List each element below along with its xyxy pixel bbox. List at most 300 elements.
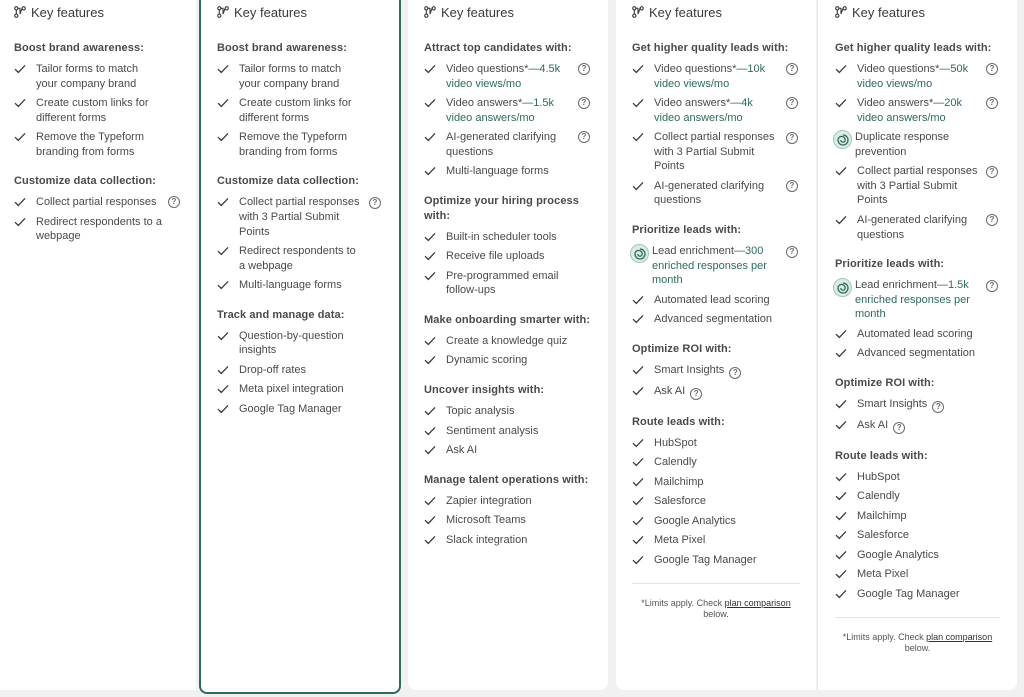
feature-item [835, 567, 1000, 582]
feature-list [835, 397, 1000, 434]
check-icon [424, 164, 446, 178]
feature-text [446, 230, 592, 245]
section-title: Uncover insights with: [424, 384, 545, 397]
feature-list [632, 62, 800, 208]
check-icon [632, 475, 654, 489]
feature-text [855, 130, 1000, 159]
feature-item [424, 353, 592, 368]
feature-item [424, 164, 592, 179]
feature-limit: —4k video answers/mo [654, 97, 753, 124]
feature-text [36, 130, 182, 159]
feature-text [857, 548, 1000, 563]
key-features-label: Key features [31, 4, 104, 20]
feature-label: Tailor forms to match your company brand [36, 63, 139, 90]
feature-label: Google Analytics [654, 514, 736, 527]
feature-text [446, 269, 592, 298]
feature-item [632, 533, 800, 548]
check-icon [217, 402, 239, 416]
feature-label: Salesforce [654, 495, 706, 508]
section-title: Route leads with: [835, 449, 928, 462]
feature-item [424, 62, 592, 91]
question-circle-icon[interactable]: ? [690, 388, 702, 400]
feature-label: Meta Pixel [654, 534, 706, 547]
feature-item [217, 62, 383, 91]
feature-limit: —300 enriched responses per month [652, 245, 767, 287]
feature-text [446, 249, 592, 264]
feature-item [217, 363, 383, 378]
feature-label: Sentiment analysis [446, 424, 539, 437]
feature-text [36, 96, 182, 125]
feature-item [424, 334, 592, 349]
feature-text [654, 494, 800, 509]
feature-list [217, 62, 383, 159]
check-icon [632, 553, 654, 567]
feature-label: Redirect respondents to a webpage [239, 245, 356, 272]
section-title: Get higher quality leads with: [835, 42, 992, 54]
plan-column-4 [616, 0, 816, 690]
feature-item [835, 164, 1000, 208]
feature-label: AI-generated clarifying questions [446, 131, 557, 158]
key-features-heading [632, 0, 800, 26]
feature-section [424, 473, 592, 548]
check-icon [217, 244, 239, 258]
check-icon [632, 384, 654, 398]
feature-text [239, 130, 383, 159]
limits-note-suffix: below. [904, 643, 931, 654]
share-nodes-icon [835, 6, 847, 21]
feature-text [239, 62, 383, 91]
feature-text [446, 494, 592, 509]
feature-list [835, 470, 1000, 602]
feature-text [446, 353, 592, 368]
feature-label: Collect partial responses with 3 Partial Submit Points [654, 131, 775, 173]
section-title: Customize data collection: [14, 175, 156, 188]
check-icon [632, 363, 654, 377]
feature-section [217, 308, 383, 417]
feature-item [424, 513, 592, 528]
feature-item [835, 587, 1000, 602]
share-nodes-icon [14, 6, 26, 21]
feature-item [835, 470, 1000, 485]
feature-text [239, 402, 383, 417]
feature-item [424, 130, 592, 159]
feature-item [632, 514, 800, 529]
question-circle-icon[interactable]: ? [578, 97, 590, 109]
feature-text [36, 62, 182, 91]
check-icon [632, 533, 654, 547]
feature-text [654, 384, 800, 400]
feature-list [632, 244, 800, 327]
check-icon [424, 513, 446, 527]
feature-item [835, 213, 1000, 242]
plan-column-1 [0, 0, 196, 690]
feature-label: Pre-programmed email follow-ups [446, 269, 559, 297]
feature-label: Receive file uploads [446, 250, 545, 263]
feature-item [217, 278, 383, 293]
question-circle-icon[interactable]: ? [986, 97, 998, 109]
question-circle-icon[interactable]: ? [786, 63, 798, 75]
check-icon [217, 195, 239, 209]
feature-label: Built-in scheduler tools [446, 230, 557, 243]
feature-section [14, 41, 182, 159]
feature-list [424, 494, 592, 548]
check-icon [217, 96, 239, 110]
feature-label: AI-generated clarifying questions [857, 213, 968, 241]
feature-limit: —4.5k video views/mo [446, 63, 561, 90]
key-features-heading [14, 0, 182, 26]
feature-limit: —1.5k video answers/mo [446, 97, 555, 124]
check-icon [424, 96, 446, 110]
feature-label: Remove the Typeform branding from forms [36, 131, 145, 158]
feature-section [424, 194, 592, 298]
section-title: Optimize ROI with: [835, 376, 935, 389]
question-circle-icon[interactable]: ? [893, 422, 905, 434]
feature-item [632, 494, 800, 509]
feature-text [239, 382, 383, 397]
feature-section [835, 41, 1000, 242]
feature-label: Collect partial responses with 3 Partial Submit Points [857, 165, 978, 207]
question-circle-icon[interactable]: ? [786, 180, 798, 192]
section-title: Boost brand awareness: [14, 42, 144, 54]
feature-text [857, 418, 1000, 434]
check-icon [424, 334, 446, 348]
check-icon [632, 455, 654, 469]
key-features-label: Key features [649, 4, 722, 20]
feature-text [239, 195, 383, 239]
question-circle-icon[interactable]: ? [369, 197, 381, 209]
feature-item [835, 397, 1000, 413]
question-circle-icon[interactable]: ? [932, 401, 944, 413]
feature-item [424, 96, 592, 125]
feature-text [855, 278, 1000, 322]
feature-list [424, 404, 592, 458]
feature-label: Question-by-question insights [239, 329, 344, 357]
feature-label: Collect partial responses [36, 196, 157, 209]
feature-label: Advanced segmentation [857, 347, 976, 360]
feature-list [632, 436, 800, 568]
key-features-label: Key features [852, 4, 925, 20]
feature-text [446, 164, 592, 179]
feature-list [424, 334, 592, 368]
share-nodes-icon [632, 6, 644, 21]
feature-item [835, 548, 1000, 563]
feature-item [835, 130, 1000, 159]
feature-item [632, 436, 800, 451]
feature-item [632, 312, 800, 327]
check-icon [14, 195, 36, 209]
feature-label: Create custom links for different forms [239, 97, 352, 124]
feature-section [835, 376, 1000, 434]
feature-item [835, 528, 1000, 543]
feature-label: Meta pixel integration [239, 383, 344, 396]
ai-badge-icon [630, 244, 652, 264]
feature-label: Redirect respondents to a webpage [36, 215, 162, 243]
feature-text [857, 489, 1000, 504]
feature-item [14, 130, 182, 159]
feature-text [654, 514, 800, 529]
feature-list [217, 329, 383, 417]
feature-label: Mailchimp [857, 509, 907, 522]
check-icon [835, 327, 857, 341]
feature-text [654, 436, 800, 451]
feature-list [14, 62, 182, 159]
feature-label: Video answers* [654, 97, 731, 110]
feature-label: Slack integration [446, 533, 528, 546]
feature-item [835, 327, 1000, 342]
feature-text [654, 533, 800, 548]
feature-section [632, 415, 800, 568]
feature-label: Lead enrichment [652, 245, 734, 258]
check-icon [632, 62, 654, 76]
feature-text [857, 470, 1000, 485]
feature-text [652, 244, 800, 288]
feature-text [654, 62, 800, 91]
question-circle-icon[interactable]: ? [786, 132, 798, 144]
feature-item [424, 494, 592, 509]
key-features-label: Key features [441, 4, 514, 20]
section-title: Attract top candidates with: [424, 42, 572, 54]
feature-text [36, 215, 182, 244]
feature-label: Ask AI [654, 384, 686, 397]
feature-label: Dynamic scoring [446, 354, 528, 367]
feature-section [424, 41, 592, 179]
check-icon [424, 404, 446, 418]
feature-item [632, 293, 800, 308]
check-icon [632, 179, 654, 193]
ai-badge-icon [833, 130, 855, 150]
section-title: Prioritize leads with: [835, 258, 945, 271]
feature-text [36, 195, 182, 210]
feature-item [632, 384, 800, 400]
check-icon [424, 494, 446, 508]
feature-label: Video questions* [446, 63, 529, 75]
plan-column-5 [817, 0, 1017, 690]
ai-badge-icon [833, 278, 855, 298]
feature-list [835, 278, 1000, 361]
feature-list [14, 195, 182, 244]
feature-item [632, 244, 800, 288]
feature-text [446, 533, 592, 548]
feature-item [217, 382, 383, 397]
feature-item [217, 244, 383, 273]
feature-text [654, 293, 800, 308]
feature-label: HubSpot [857, 470, 900, 483]
plan-column-2 [199, 0, 401, 694]
check-icon [835, 62, 857, 76]
feature-item [835, 418, 1000, 434]
feature-label: Zapier integration [446, 494, 532, 507]
question-circle-icon[interactable]: ? [986, 63, 998, 75]
check-icon [632, 436, 654, 450]
feature-text [654, 553, 800, 568]
check-icon [217, 278, 239, 292]
feature-text [654, 363, 800, 379]
feature-text [239, 363, 383, 378]
feature-section [835, 257, 1000, 361]
feature-section [217, 174, 383, 292]
limits-note-suffix: below. [703, 609, 729, 620]
feature-text [239, 244, 383, 273]
section-title: Boost brand awareness: [217, 42, 347, 54]
feature-section [424, 383, 592, 458]
feature-text [857, 62, 1000, 91]
check-icon [14, 62, 36, 76]
feature-text [857, 346, 1000, 361]
feature-section [835, 449, 1000, 602]
feature-item [835, 278, 1000, 322]
check-icon [632, 312, 654, 326]
feature-label: Automated lead scoring [654, 293, 770, 306]
feature-label: Drop-off rates [239, 363, 307, 376]
feature-text [446, 334, 592, 349]
check-icon [424, 424, 446, 438]
feature-label: Topic analysis [446, 405, 515, 418]
feature-text [446, 62, 592, 91]
question-circle-icon[interactable]: ? [729, 367, 741, 379]
feature-item [632, 363, 800, 379]
feature-item [632, 96, 800, 125]
feature-label: Calendly [654, 456, 697, 469]
feature-item [217, 402, 383, 417]
check-icon [217, 382, 239, 396]
feature-text [654, 312, 800, 327]
feature-item [632, 179, 800, 208]
feature-label: Google Tag Manager [654, 553, 757, 566]
key-features-heading [835, 0, 1000, 26]
feature-label: Google Analytics [857, 548, 939, 561]
section-title: Make onboarding smarter with: [424, 313, 591, 326]
feature-item [424, 404, 592, 419]
key-features-heading [424, 0, 592, 26]
feature-label: Smart Insights [654, 363, 725, 376]
feature-label: Tailor forms to match your company brand [239, 63, 342, 90]
feature-text [446, 130, 592, 159]
feature-limit: —10k video views/mo [654, 63, 766, 90]
feature-label: Mailchimp [654, 475, 704, 488]
feature-item [835, 62, 1000, 91]
feature-label: HubSpot [654, 436, 697, 449]
feature-label: Automated lead scoring [857, 327, 973, 340]
feature-section [632, 342, 800, 400]
check-icon [835, 397, 857, 411]
feature-list [424, 230, 592, 298]
feature-text [239, 278, 383, 293]
check-icon [835, 164, 857, 178]
check-icon [217, 62, 239, 76]
feature-item [217, 329, 383, 358]
feature-item [424, 424, 592, 439]
feature-list [632, 363, 800, 400]
feature-label: Video questions* [857, 63, 940, 75]
feature-item [632, 553, 800, 568]
feature-text [857, 528, 1000, 543]
feature-text [654, 96, 800, 125]
feature-item [424, 269, 592, 298]
feature-item [424, 533, 592, 548]
feature-text [857, 587, 1000, 602]
feature-text [446, 443, 592, 458]
feature-label: Multi-language forms [239, 279, 342, 292]
feature-text [857, 327, 1000, 342]
feature-section [14, 174, 182, 244]
feature-item [14, 195, 182, 210]
feature-item [14, 96, 182, 125]
feature-item [217, 195, 383, 239]
check-icon [835, 509, 857, 523]
feature-text [446, 404, 592, 419]
check-icon [424, 443, 446, 457]
feature-list [424, 62, 592, 179]
question-circle-icon[interactable]: ? [168, 196, 180, 208]
feature-item [14, 62, 182, 91]
feature-item [835, 96, 1000, 125]
question-circle-icon[interactable]: ? [786, 97, 798, 109]
check-icon [424, 230, 446, 244]
feature-label: Meta Pixel [857, 568, 909, 581]
feature-text [654, 179, 800, 208]
check-icon [632, 130, 654, 144]
question-circle-icon[interactable]: ? [578, 63, 590, 75]
feature-item [424, 249, 592, 264]
feature-item [835, 346, 1000, 361]
check-icon [424, 269, 446, 283]
feature-item [217, 130, 383, 159]
question-circle-icon[interactable]: ? [986, 280, 998, 292]
plan-comparison-link[interactable]: plan comparison [724, 598, 791, 609]
feature-text [857, 96, 1000, 125]
feature-label: Multi-language forms [446, 165, 549, 178]
feature-label: Calendly [857, 490, 900, 503]
feature-label: Smart Insights [857, 397, 928, 410]
check-icon [424, 249, 446, 263]
limits-note-text: *Limits apply. Check [641, 598, 725, 609]
question-circle-icon[interactable]: ? [986, 214, 998, 226]
feature-text [857, 164, 1000, 208]
check-icon [632, 514, 654, 528]
feature-text [857, 397, 1000, 413]
section-title: Route leads with: [632, 415, 725, 428]
check-icon [217, 130, 239, 144]
share-nodes-icon [424, 6, 436, 21]
feature-text [239, 329, 383, 358]
feature-item [835, 509, 1000, 524]
limits-note [835, 617, 1000, 654]
question-circle-icon[interactable]: ? [578, 131, 590, 143]
feature-section [632, 223, 800, 327]
plan-comparison-link[interactable]: plan comparison [926, 632, 993, 643]
feature-limit: —50k video views/mo [857, 63, 969, 90]
feature-label: AI-generated clarifying questions [654, 179, 765, 207]
feature-label: Ask AI [857, 418, 889, 431]
key-features-heading [217, 0, 383, 26]
feature-item [632, 455, 800, 470]
feature-text [446, 513, 592, 528]
check-icon [14, 215, 36, 229]
feature-item [424, 443, 592, 458]
check-icon [835, 418, 857, 432]
check-icon [14, 130, 36, 144]
check-icon [835, 548, 857, 562]
feature-limit: —20k video answers/mo [857, 97, 962, 124]
feature-label: Lead enrichment [855, 279, 937, 292]
question-circle-icon[interactable]: ? [786, 246, 798, 258]
section-title: Manage talent operations with: [424, 473, 589, 486]
check-icon [835, 470, 857, 484]
check-icon [424, 62, 446, 76]
check-icon [424, 533, 446, 547]
check-icon [835, 213, 857, 227]
question-circle-icon[interactable]: ? [986, 166, 998, 178]
